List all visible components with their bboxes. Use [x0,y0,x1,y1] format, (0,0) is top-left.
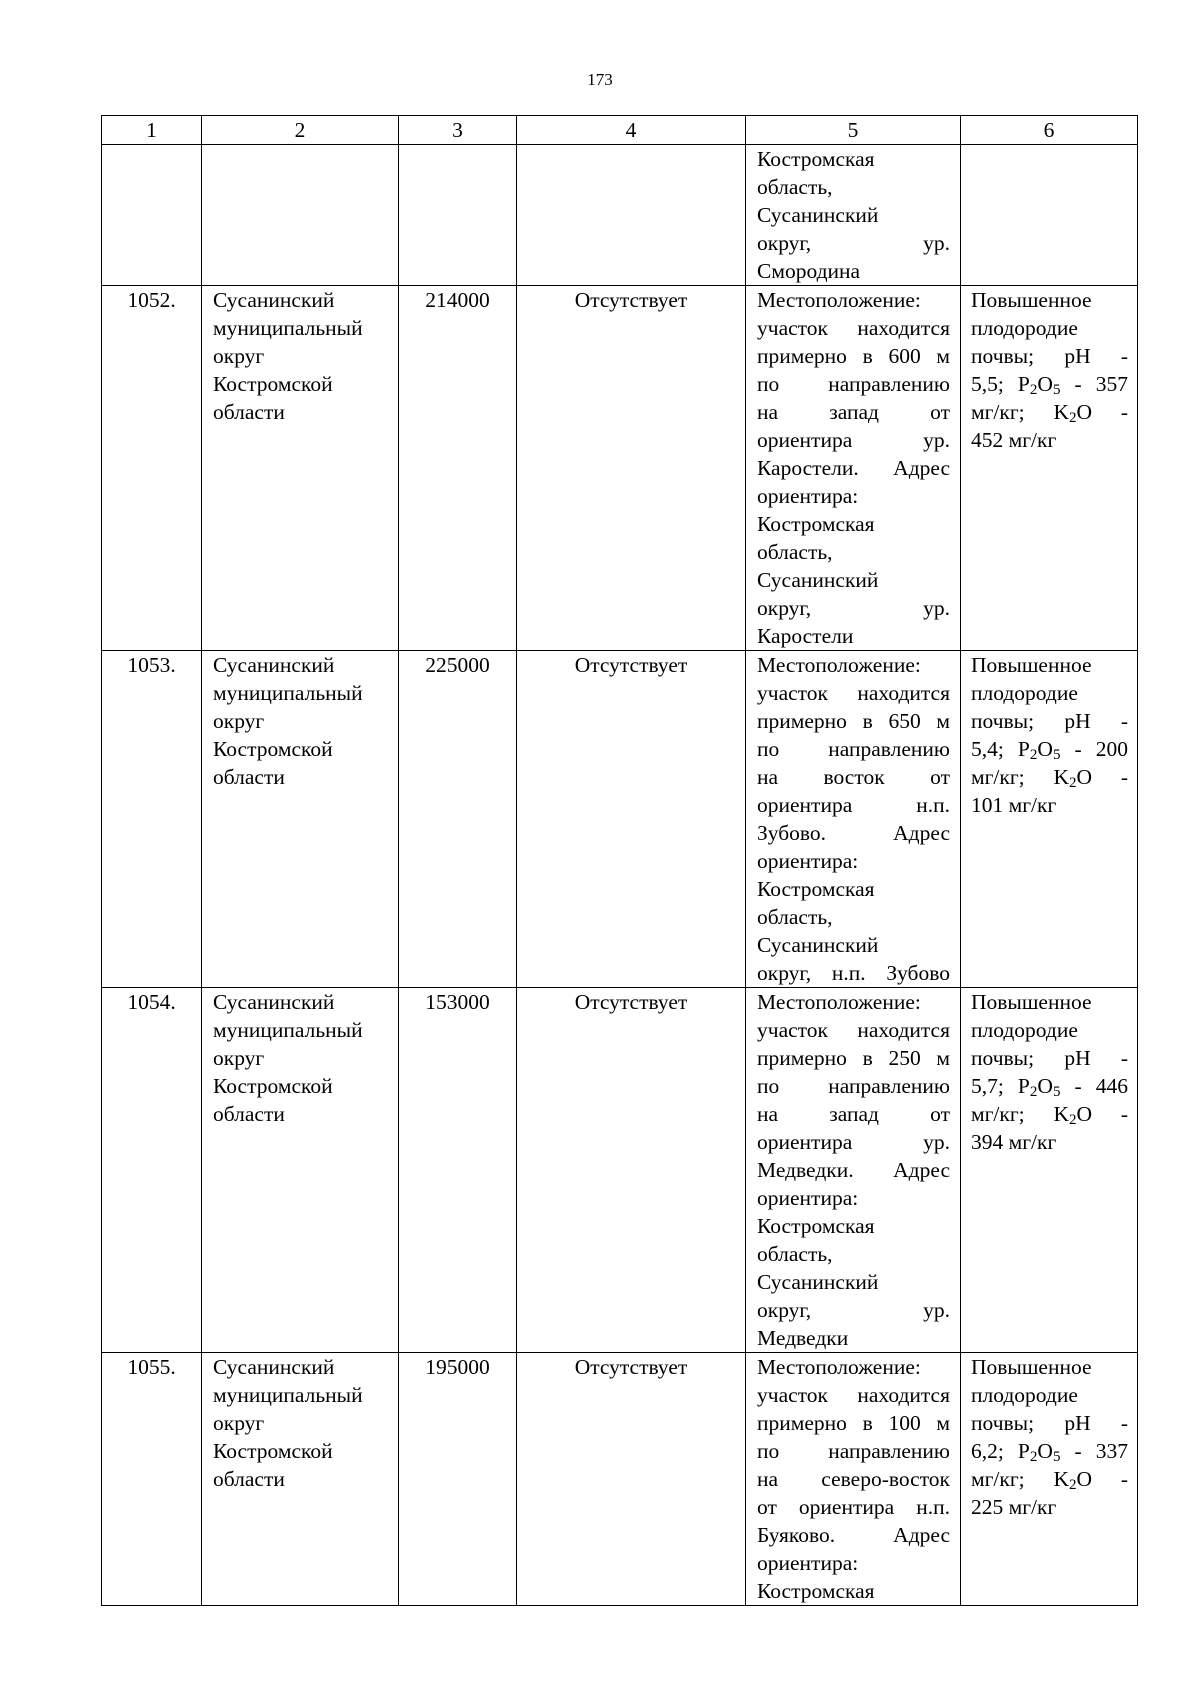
table-row [102,1353,1138,1606]
text-line: округ, ур. [757,231,950,255]
k2o-line: мг/кг; $K_2O$ - [971,1467,1128,1493]
text-line: на запад от [757,400,950,424]
ph-value: 5,7; [971,1074,1004,1098]
properties-cell [961,145,1138,286]
k2o-line: мг/кг; $K_2O$ - [971,765,1128,791]
text-line: Костромской [213,372,333,396]
text-line: Медведки. Адрес [757,1158,950,1182]
text-line: область, [757,1242,833,1266]
properties-cell [961,651,1138,988]
column-header: 5 [746,116,961,145]
fertility-line: Повышенное [971,990,1092,1014]
text-line: ориентира ур. [757,428,950,452]
text-line: Сусанинский [757,933,879,957]
ph-value: 6,2; [971,1439,1004,1463]
k2o-formula: $K_2O$ [1053,400,1093,426]
text-line: Сусанинский [757,1270,879,1294]
k2o-formula: $K_2O$ [1053,1102,1093,1128]
p2o5-formula: $P_2O_5$ [1017,1074,1061,1100]
text-line: Сусанинский [213,288,335,312]
location-cell [746,145,961,286]
text-line: округ, ур. [757,1298,950,1322]
text-line: участок находится [757,1383,950,1407]
location-cell [746,651,961,988]
text-line: округ [213,1046,265,1070]
text-line: Сусанинский [213,990,335,1014]
ph-line: почвы; pH - [971,709,1128,733]
district-cell [202,988,399,1353]
p2o5-value: 337 [1095,1439,1128,1463]
text-line: участок находится [757,681,950,705]
k2o-line: мг/кг; $K_2O$ - [971,1102,1128,1128]
text-line: примерно в 600 м [757,344,950,368]
properties-cell [961,1353,1138,1606]
fertility-line: плодородие [971,1018,1078,1042]
properties-cell [961,988,1138,1353]
text-line: по направлению [757,1439,950,1463]
unit-label: мг/кг; [971,400,1025,424]
text-line: ориентира н.п. [757,793,950,817]
status-cell: Отсутствует [517,286,746,651]
unit-label: мг/кг; [971,765,1025,789]
p2o5-line: 5,5; $P_2O_5 - 357$ [971,372,1128,398]
column-header: 1 [102,116,202,145]
status-cell: Отсутствует [517,651,746,988]
k2o-value: 394 мг/кг [971,1130,1057,1154]
text-line: ориентира: [757,1186,859,1210]
row-number-cell: 1054. [102,988,202,1353]
text-line: Медведки [757,1326,849,1350]
text-line: Сусанинский [213,653,335,677]
text-line: округ [213,344,265,368]
text-line: участок находится [757,316,950,340]
district-cell [202,1353,399,1606]
p2o5-formula: $P_2O_5$ [1017,737,1061,763]
text-line: Каростели [757,624,854,648]
text-line: Костромской [213,1439,333,1463]
p2o5-value: 357 [1095,372,1128,396]
status-cell [517,145,746,286]
text-line: ориентира ур. [757,1130,950,1154]
k2o-value: 225 мг/кг [971,1495,1057,1519]
p2o5-value: 200 [1095,737,1128,761]
ph-value: 5,5; [971,372,1004,396]
area-cell: 225000 [399,651,517,988]
area-cell: 214000 [399,286,517,651]
unit-label: мг/кг; [971,1467,1025,1491]
area-cell: 153000 [399,988,517,1353]
k2o-value: 452 мг/кг [971,428,1057,452]
district-cell [202,651,399,988]
area-cell: 195000 [399,1353,517,1606]
text-line: на северо-восток [757,1467,950,1491]
text-line: Сусанинский [757,203,879,227]
text-line: Местоположение: [757,288,921,312]
text-line: область, [757,905,833,929]
text-line: Местоположение: [757,1355,921,1379]
district-cell [202,286,399,651]
text-line: ориентира: [757,484,859,508]
page-number: 173 [587,70,613,89]
text-line: Местоположение: [757,990,921,1014]
column-header: 4 [517,116,746,145]
status-cell: Отсутствует [517,988,746,1353]
p2o5-formula: $P_2O_5$ [1017,372,1061,398]
text-line: Сусанинский [213,1355,335,1379]
fertility-line: плодородие [971,316,1078,340]
land-plots-table [101,115,1138,1606]
text-line: Костромская [757,147,875,171]
properties-cell [961,286,1138,651]
ph-line: почвы; pH - [971,344,1128,368]
text-line: округ, н.п. Зубово [757,961,950,985]
p2o5-line: 5,7; $P_2O_5 - 446$ [971,1074,1128,1100]
text-line: примерно в 250 м [757,1046,950,1070]
location-cell [746,286,961,651]
fertility-line: Повышенное [971,288,1092,312]
row-number-cell: 1052. [102,286,202,651]
k2o-line: мг/кг; $K_2O$ - [971,400,1128,426]
ph-line: почвы; pH - [971,1411,1128,1435]
text-line: примерно в 100 м [757,1411,950,1435]
k2o-value: 101 мг/кг [971,793,1057,817]
text-line: по направлению [757,1074,950,1098]
text-line: ориентира: [757,849,859,873]
p2o5-line: 6,2; $P_2O_5 - 337$ [971,1439,1128,1465]
table-row [102,988,1138,1353]
location-cell [746,988,961,1353]
text-line: Каростели. Адрес [757,456,950,480]
row-number-cell: 1055. [102,1353,202,1606]
fertility-line: плодородие [971,1383,1078,1407]
text-line: по направлению [757,737,950,761]
table-header-row [102,116,1138,145]
text-line: округ [213,1411,265,1435]
text-line: Костромская [757,1579,875,1603]
text-line: муниципальный [213,681,363,705]
k2o-formula: $K_2O$ [1053,765,1093,791]
text-line: Смородина [757,259,861,283]
text-line: области [213,400,285,424]
table-row [102,286,1138,651]
area-cell [399,145,517,286]
text-line: от ориентира н.п. [757,1495,950,1519]
text-line: области [213,1467,285,1491]
text-line: ориентира: [757,1551,859,1575]
row-number-cell [102,145,202,286]
text-line: муниципальный [213,316,363,340]
text-line: области [213,765,285,789]
text-line: Костромской [213,737,333,761]
table-row [102,651,1138,988]
p2o5-line: 5,4; $P_2O_5 - 200$ [971,737,1128,763]
text-line: области [213,1102,285,1126]
text-line: на восток от [757,765,950,789]
text-line: Костромской [213,1074,333,1098]
location-cell [746,1353,961,1606]
column-header: 3 [399,116,517,145]
text-line: область, [757,175,833,199]
text-line: округ [213,709,265,733]
k2o-formula: $K_2O$ [1053,1467,1093,1493]
fertility-line: плодородие [971,681,1078,705]
text-line: муниципальный [213,1018,363,1042]
text-line: Зубово. Адрес [757,821,950,845]
text-line: Костромская [757,512,875,536]
continuation-row [102,145,1138,286]
p2o5-value: 446 [1095,1074,1128,1098]
column-header: 2 [202,116,399,145]
district-cell [202,145,399,286]
column-header: 6 [961,116,1138,145]
text-line: Сусанинский [757,568,879,592]
status-cell: Отсутствует [517,1353,746,1606]
text-line: область, [757,540,833,564]
text-line: Буяково. Адрес [757,1523,950,1547]
text-line: примерно в 650 м [757,709,950,733]
text-line: муниципальный [213,1383,363,1407]
text-line: Местоположение: [757,653,921,677]
text-line: на запад от [757,1102,950,1126]
row-number-cell: 1053. [102,651,202,988]
text-line: округ, ур. [757,596,950,620]
fertility-line: Повышенное [971,653,1092,677]
ph-value: 5,4; [971,737,1004,761]
fertility-line: Повышенное [971,1355,1092,1379]
unit-label: мг/кг; [971,1102,1025,1126]
p2o5-formula: $P_2O_5$ [1017,1439,1061,1465]
ph-line: почвы; pH - [971,1046,1128,1070]
text-line: Костромская [757,1214,875,1238]
text-line: Костромская [757,877,875,901]
text-line: по направлению [757,372,950,396]
text-line: участок находится [757,1018,950,1042]
